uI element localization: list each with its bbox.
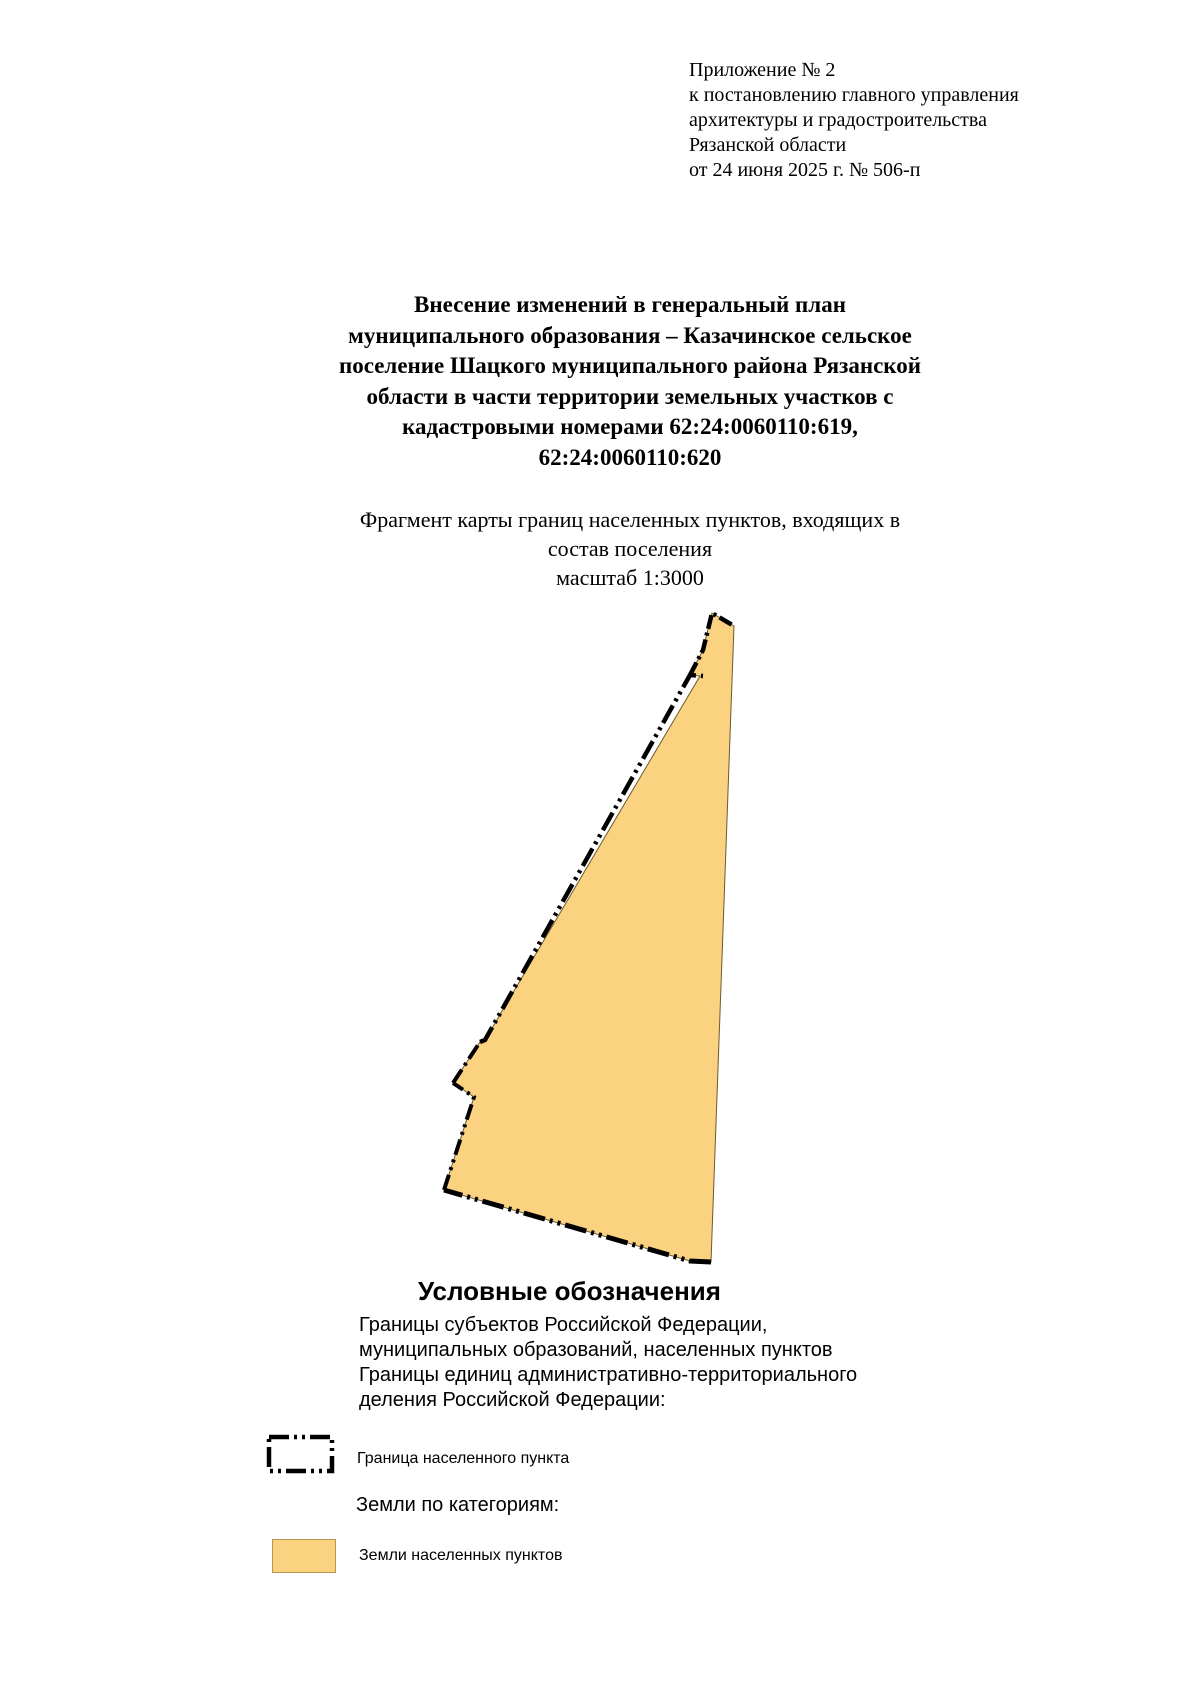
appendix-line: архитектуры и градостроительства: [689, 109, 987, 131]
legend-description-line: деления Российской Федерации:: [359, 1389, 666, 1411]
legend-description: [359, 1313, 857, 1413]
title-line: кадастровыми номерами 62:24:0060110:619,: [402, 414, 858, 439]
boundary-legend-label: Граница населенного пункта: [357, 1450, 570, 1467]
appendix-line: к постановлению главного управления: [689, 84, 1019, 106]
subtitle-line: состав поселения: [547, 536, 713, 561]
title-line: поселение Шацкого муниципального района Рязанской: [338, 353, 922, 378]
title-line: Внесение изменений в генеральный план: [414, 292, 846, 317]
title-line: 62:24:0060110:620: [538, 444, 722, 470]
legend-title: Условные обозначения: [418, 1276, 721, 1306]
appendix-line: Приложение № 2: [689, 59, 836, 81]
land-color-swatch: [272, 1539, 336, 1573]
subtitle-line: Фрагмент карты границ населенных пунктов, входящих в: [359, 507, 901, 532]
title-line: области в части территории земельных участков с: [366, 383, 894, 409]
subtitle-line: масштаб 1:3000: [556, 565, 704, 590]
legend-description-line: Границы единиц административно-территориального: [359, 1364, 858, 1386]
legend-description-line: Границы субъектов Российской Федерации,: [359, 1314, 768, 1336]
legend-description-line: муниципальных образований, населенных пунктов: [359, 1339, 833, 1361]
title-line: муниципального образования – Казачинское сельское: [348, 322, 912, 348]
land-categories-heading: Земли по категориям:: [356, 1494, 560, 1516]
boundary-symbol-icon: [262, 1430, 342, 1480]
settlement-land-polygon: [444, 613, 734, 1262]
appendix-line: от 24 июня 2025 г. № 506-п: [689, 159, 921, 181]
land-legend-label: Земли населенных пунктов: [359, 1547, 563, 1564]
appendix-line: Рязанской области: [689, 134, 847, 156]
